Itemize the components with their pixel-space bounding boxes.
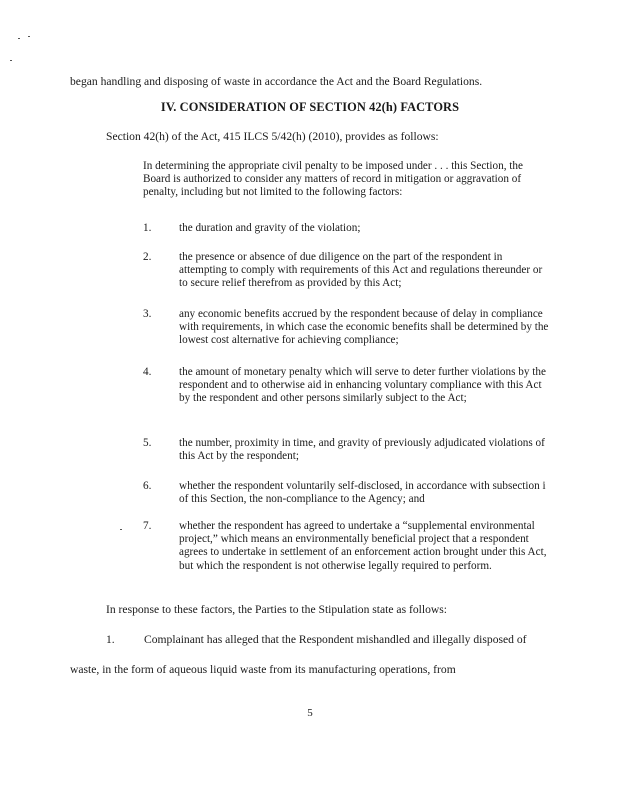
response-item-continuation: waste, in the form of aqueous liquid waste from its manufacturing operations, from xyxy=(70,663,456,676)
factor-text: the amount of monetary penalty which will serve to deter further violations by the respondent and to otherwise aid in enhancing voluntary compliance with this Act by the respondent and other persons similarly subject to the Act; xyxy=(179,366,546,405)
factor-number: 2. xyxy=(143,251,152,263)
page-number: 5 xyxy=(307,707,313,719)
factor-number: 7. xyxy=(143,520,152,532)
factor-number: 1. xyxy=(143,222,152,234)
section-heading: IV. CONSIDERATION OF SECTION 42(h) FACTORS xyxy=(160,100,460,114)
opening-line: began handling and disposing of waste in accordance the Act and the Board Regulations. xyxy=(70,75,483,88)
factor-text: whether the respondent voluntarily self-disclosed, in accordance with subsection i of this Section, the non-compliance to the Agency; and xyxy=(179,480,546,506)
response-item-line: Complainant has alleged that the Respondent mishandled and illegally disposed of xyxy=(144,633,527,646)
factor-text: the duration and gravity of the violation; xyxy=(179,222,361,234)
quote-paragraph: In determining the appropriate civil penalty to be imposed under . . . this Section, the Board is authorized to consider any matters of record in mitigation or aggravation of penalty, including but not limited to the following factors: xyxy=(143,160,523,199)
scan-artifact xyxy=(10,60,12,61)
intro-line: Section 42(h) of the Act, 415 ILCS 5/42(h) (2010), provides as follows: xyxy=(106,130,439,143)
scan-artifact xyxy=(18,38,20,39)
factor-number: 3. xyxy=(143,308,152,320)
scan-artifact xyxy=(120,529,122,530)
factor-number: 4. xyxy=(143,366,152,378)
response-line: In response to these factors, the Parties to the Stipulation state as follows: xyxy=(106,603,447,616)
factor-text: whether the respondent has agreed to undertake a “supplemental environmental project,” which means an environmentally beneficial project that a respondent agrees to undertake in settlement of an enforcement action brought under this Act, but which the respondent is not otherwise legally required to perform. xyxy=(179,520,547,572)
factor-text: the number, proximity in time, and gravity of previously adjudicated violations of this Act by the respondent; xyxy=(179,437,545,463)
factor-text: the presence or absence of due diligence on the part of the respondent in attempting to comply with requirements of this Act and regulations thereunder or to secure relief therefrom as provided by this Act; xyxy=(179,251,543,290)
factor-text: any economic benefits accrued by the respondent because of delay in compliance with requirements, in which case the economic benefits shall be determined by the lowest cost alternative for achieving compliance; xyxy=(179,308,549,347)
response-item-number: 1. xyxy=(106,633,115,646)
factor-number: 5. xyxy=(143,437,152,449)
scan-artifact xyxy=(28,36,30,37)
factor-number: 6. xyxy=(143,480,152,492)
